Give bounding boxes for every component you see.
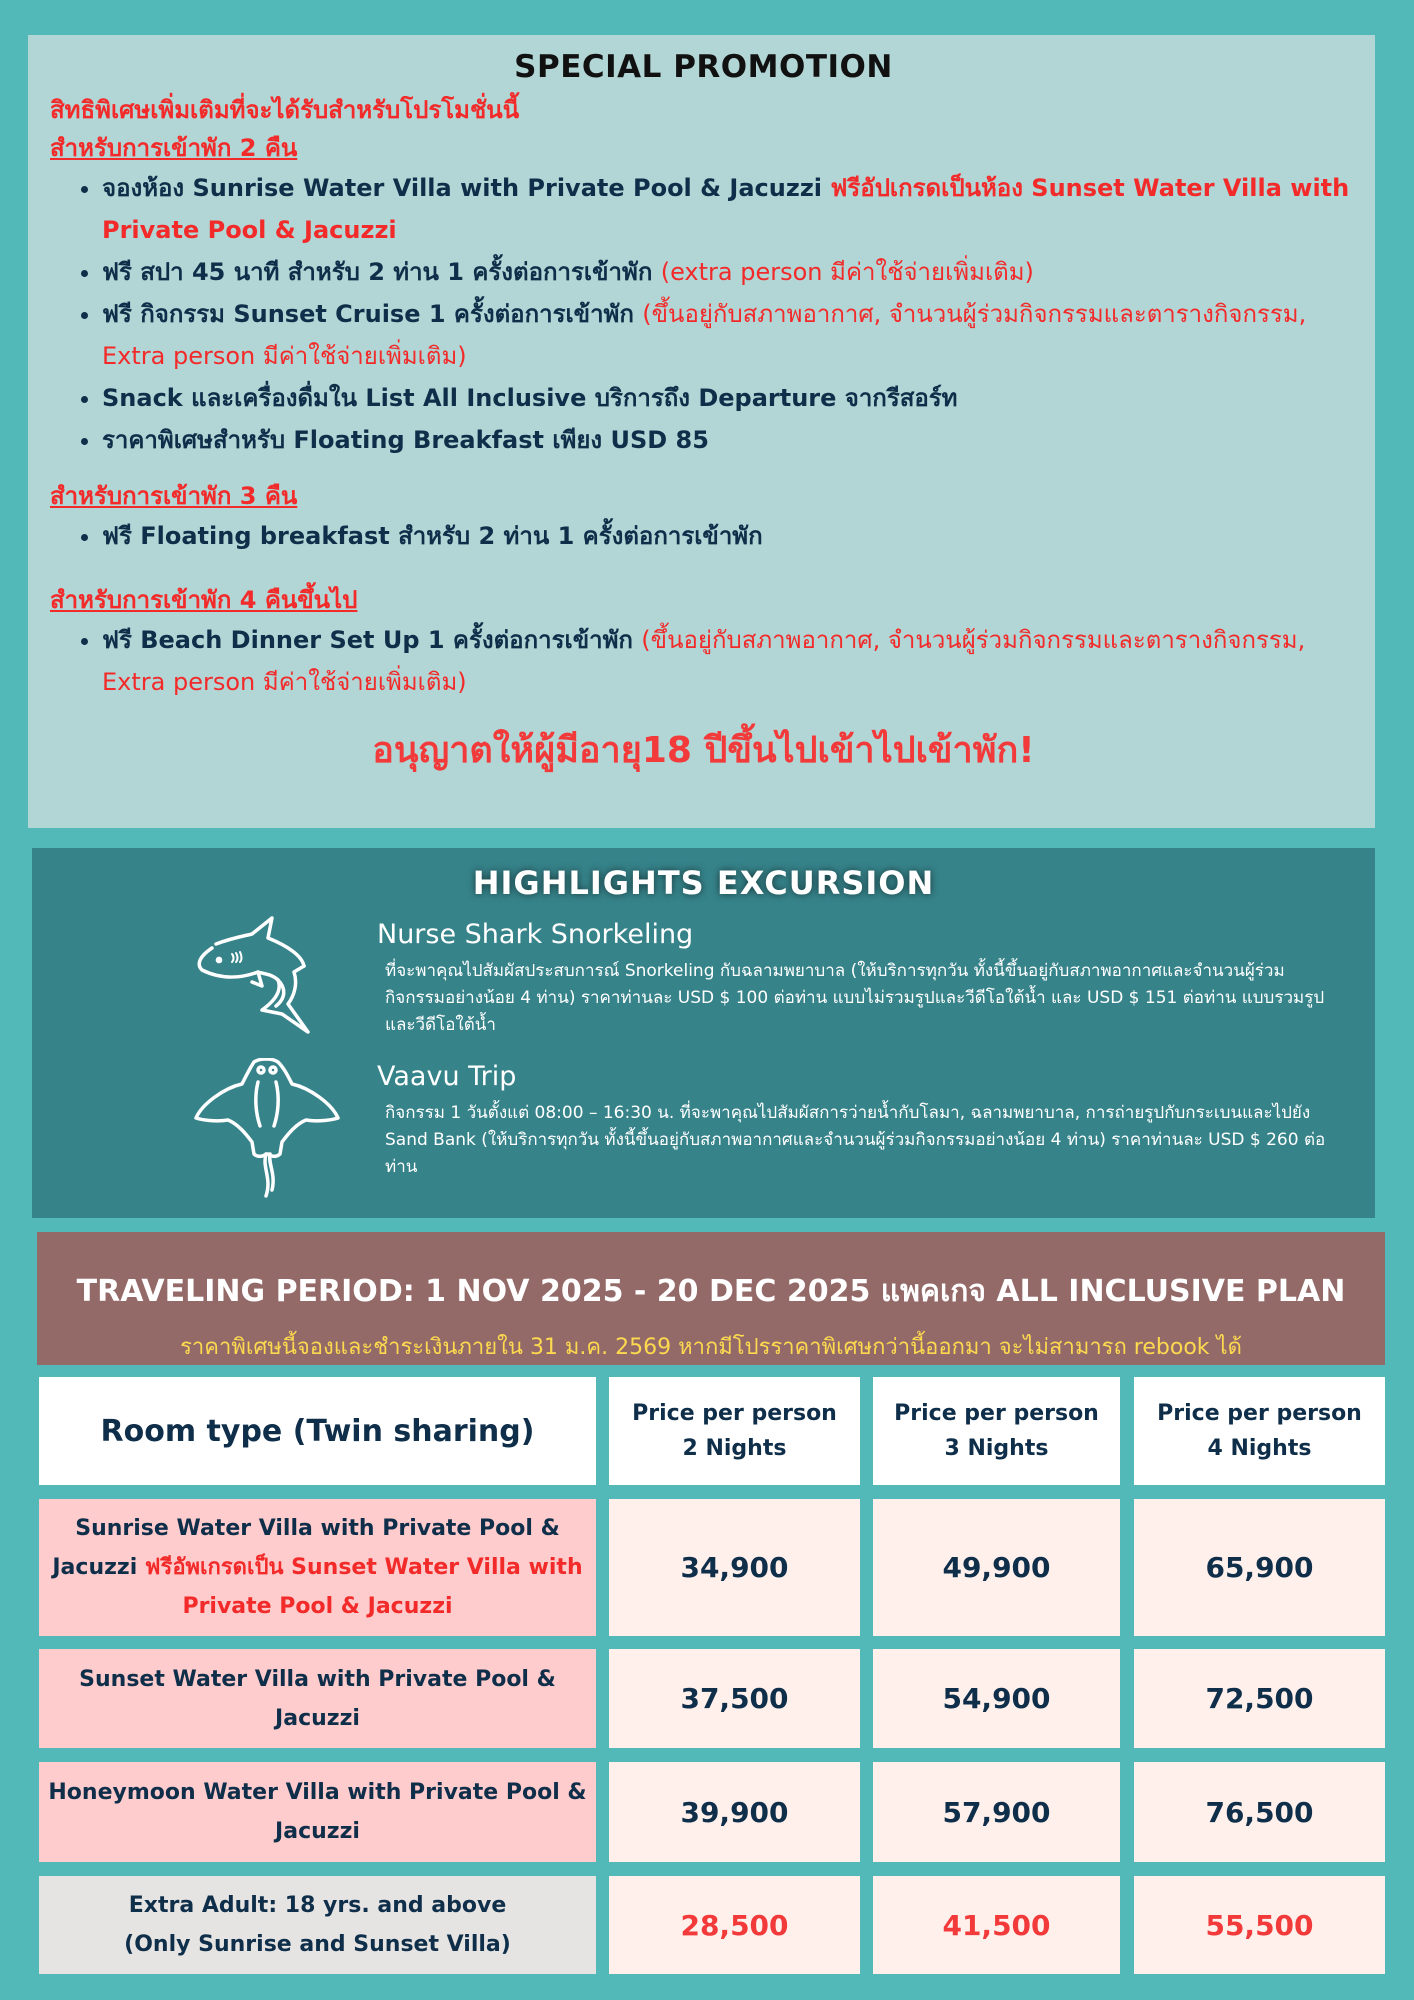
section-heading-4-nights: สำหรับการเข้าพัก 4 คืนขึ้นไป	[50, 586, 358, 614]
benefit-item	[102, 167, 1357, 251]
benefit-text: ฟรี Floating breakfast สำหรับ 2 ท่าน 1 ครั้งต่อการเข้าพัก	[102, 522, 763, 550]
room-name: Honeymoon Water Villa with Private Pool & Jacuzzi	[48, 1780, 587, 1844]
benefit-item	[102, 515, 1357, 557]
booking-deadline-note: ราคาพิเศษนี้จองและชำระเงินภายใน 31 ม.ค. 2569 หากมีโปรราคาพิเศษกว่านี้ออกมา จะไม่สามารถ rebook ได้	[180, 1335, 1242, 1360]
room-name: Sunset Water Villa with Private Pool & Jacuzzi	[79, 1666, 556, 1731]
benefits-list-4-nights	[50, 619, 1357, 703]
excursion-item-title: Nurse Shark Snorkeling	[377, 919, 694, 950]
room-name: Extra Adult: 18 yrs. and above	[128, 1893, 507, 1918]
price-cell: 57,900	[873, 1762, 1120, 1862]
price-cell: 34,900	[609, 1499, 860, 1636]
benefit-note: (extra person มีค่าใช้จ่ายเพิ่มเติม)	[660, 258, 1034, 286]
benefit-highlight: ฟรีอัปเกรดเป็นห้อง Sunset Water Villa with Private Pool & Jacuzzi	[102, 174, 1350, 244]
price-cell: 37,500	[609, 1649, 860, 1748]
price-cell: 76,500	[1134, 1762, 1385, 1862]
traveling-period-title: TRAVELING PERIOD: 1 NOV 2025 - 20 DEC 2025 แพคเกจ ALL INCLUSIVE PLAN	[76, 1274, 1346, 1309]
header-line: 2 Nights	[682, 1436, 787, 1461]
benefit-text: ฟรี สปา 45 นาที สำหรับ 2 ท่าน 1 ครั้งต่อการเข้าพัก	[102, 258, 661, 286]
benefit-text: ฟรี กิจกรรม Sunset Cruise 1 ครั้งต่อการเข้าพัก	[102, 300, 643, 328]
price-cell: 55,500	[1134, 1876, 1385, 1974]
header-price-4-nights	[1134, 1377, 1385, 1485]
special-promotion-panel	[28, 35, 1375, 828]
benefit-text: จองห้อง Sunrise Water Villa with Private Pool & Jacuzzi	[102, 174, 831, 202]
price-cell: 41,500	[873, 1876, 1120, 1974]
benefit-item	[102, 419, 1357, 461]
benefit-item	[102, 377, 1357, 419]
promo-title: SPECIAL PROMOTION	[514, 49, 893, 85]
room-type-cell-extra-adult	[39, 1876, 596, 1974]
header-line: 4 Nights	[1207, 1436, 1312, 1461]
room-name-note: (Only Sunrise and Sunset Villa)	[124, 1932, 511, 1957]
section-heading-3-nights: สำหรับการเข้าพัก 3 คืน	[50, 482, 298, 510]
promo-intro: สิทธิพิเศษเพิ่มเติมที่จะได้รับสำหรับโปรโมชั่นนี้	[50, 96, 520, 124]
room-type-cell	[39, 1762, 596, 1862]
price-cell: 39,900	[609, 1762, 860, 1862]
excursion-item-title: Vaavu Trip	[377, 1061, 517, 1092]
shark-icon	[192, 914, 320, 1034]
section-heading-2-nights: สำหรับการเข้าพัก 2 คืน	[50, 134, 298, 162]
room-upgrade-highlight: ฟรีอัพเกรดเป็น Sunset Water Villa with Private Pool & Jacuzzi	[144, 1555, 583, 1619]
price-cell: 65,900	[1134, 1499, 1385, 1636]
header-line: Price per person	[632, 1401, 837, 1426]
price-cell: 54,900	[873, 1649, 1120, 1748]
header-price-2-nights	[609, 1377, 860, 1485]
traveling-period-banner	[37, 1232, 1385, 1365]
excursion-item-description: กิจกรรม 1 วันตั้งแต่ 08:00 – 16:30 น. ที่จะพาคุณไปสัมผัสการว่ายน้ำกับโลมา, ฉลามพยาบาล, การถ่ายรูปกับกระเบนและไปยัง Sand Bank (ให้บริการทุกวัน ทั้งนี้ขึ้นอยู่กับสภาพอากาศและจำนวนผู้ร่วมกิจกรรมอย่างน้อย 4 ท่าน) ราคาท่านละ USD $ 260 ต่อท่าน	[385, 1103, 1326, 1177]
room-name: Sunrise Water Villa with Private Pool & Jacuzzi	[52, 1516, 560, 1580]
benefits-list-3-nights	[50, 515, 1357, 557]
benefit-note: (ขึ้นอยู่กับสภาพอากาศ, จำนวนผู้ร่วมกิจกรรมและตารางกิจกรรม, Extra person มีค่าใช้จ่ายเพิ่มเติม)	[102, 626, 1306, 696]
header-line: Price per person	[894, 1401, 1099, 1426]
highlights-excursion-panel	[32, 848, 1375, 1218]
excursion-item-nurse-shark	[377, 918, 1327, 1039]
benefit-text: ฟรี Beach Dinner Set Up 1 ครั้งต่อการเข้าพัก	[102, 626, 642, 654]
excursion-item-vaavu-trip	[377, 1060, 1327, 1181]
stingray-icon	[192, 1058, 342, 1198]
excursion-item-description: ที่จะพาคุณไปสัมผัสประสบการณ์ Snorkeling กับฉลามพยาบาล (ให้บริการทุกวัน ทั้งนี้ขึ้นอยู่กับสภาพอากาศและจำนวนผู้ร่วมกิจกรรมอย่างน้อย 4 ท่าน) ราคาท่านละ USD $ 100 ต่อท่าน แบบไม่รวมรูปและวีดีโอใต้น้ำ และ USD $ 151 ต่อท่าน แบบรวมรูปและวีดีโอใต้น้ำ	[385, 961, 1325, 1035]
room-type-cell	[39, 1499, 596, 1636]
benefit-note: (ขึ้นอยู่กับสภาพอากาศ, จำนวนผู้ร่วมกิจกรรมและตารางกิจกรรม, Extra person มีค่าใช้จ่ายเพิ่มเติม)	[102, 300, 1307, 370]
price-cell: 49,900	[873, 1499, 1120, 1636]
price-cell: 28,500	[609, 1876, 860, 1974]
header-line: Price per person	[1157, 1401, 1362, 1426]
excursion-title: HIGHLIGHTS EXCURSION	[472, 864, 935, 902]
age-restriction-notice: อนุญาตให้ผู้มีอายุ18 ปีขึ้นไปเข้าไปเข้าพัก!	[372, 730, 1035, 771]
benefits-list-2-nights	[50, 167, 1357, 461]
benefit-item	[102, 251, 1357, 293]
benefit-text: ราคาพิเศษสำหรับ Floating Breakfast เพียง USD 85	[102, 426, 709, 454]
benefit-item	[102, 293, 1357, 377]
header-line: 3 Nights	[944, 1436, 1049, 1461]
benefit-item	[102, 619, 1357, 703]
price-cell: 72,500	[1134, 1649, 1385, 1748]
header-price-3-nights	[873, 1377, 1120, 1485]
header-room-type: Room type (Twin sharing)	[39, 1377, 596, 1485]
benefit-text: Snack และเครื่องดื่มใน List All Inclusive บริการถึง Departure จากรีสอร์ท	[102, 384, 958, 412]
room-type-cell	[39, 1649, 596, 1748]
